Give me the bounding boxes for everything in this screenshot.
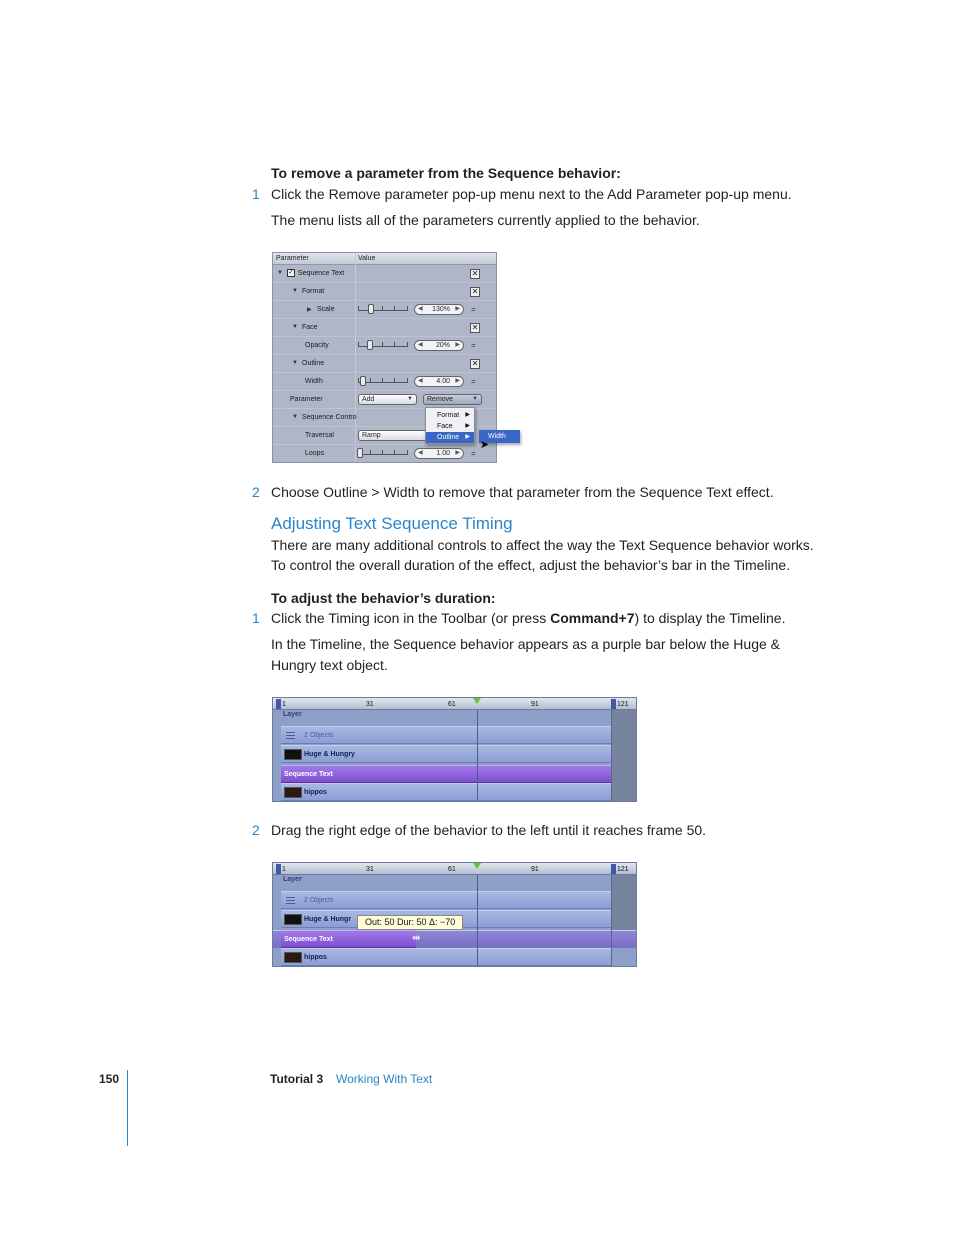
track-text-object[interactable] (281, 745, 611, 763)
remove-param-icon[interactable]: ✕ (471, 323, 479, 332)
slider-knob[interactable] (368, 304, 374, 314)
menu-item-face[interactable]: Face ▶ (437, 423, 470, 430)
layer-column-label: Layer (283, 711, 302, 718)
param-row-opacity (273, 337, 496, 355)
disclosure-closed-icon[interactable]: ▶ (307, 307, 312, 313)
out-marker[interactable] (611, 864, 616, 874)
section-title: Adjusting Text Sequence Timing (271, 514, 513, 533)
opacity-value-field[interactable]: ◀ 20% ▶ (414, 340, 464, 351)
ruler-tick-label: 61 (448, 701, 456, 708)
timeline-screenshot-drag (272, 862, 637, 967)
remove-param-icon[interactable]: ✕ (471, 287, 479, 296)
ruler-tick-label: 1 (282, 701, 286, 708)
column-header-parameter: Parameter (276, 255, 309, 262)
group-icon (286, 732, 295, 739)
keyboard-shortcut: Command+7 (550, 610, 635, 626)
slider-knob[interactable] (367, 340, 373, 350)
image-thumbnail-icon (284, 787, 302, 798)
param-label: Loops (305, 450, 325, 457)
animation-menu-icon[interactable]: = (471, 377, 476, 386)
param-row-outline (273, 355, 496, 373)
disclosure-open-icon[interactable]: ▼ (292, 288, 298, 294)
remove-parameter-menu (425, 407, 475, 444)
menu-item-outline[interactable]: Outline ▶ (426, 432, 474, 443)
inspector-screenshot (272, 252, 506, 463)
param-row-face (273, 319, 496, 337)
step-note: In the Timeline, the Sequence behavior appears as a purple bar below the Huge & (271, 636, 780, 652)
loops-value-field[interactable]: ◀ 1.00 ▶ (414, 448, 464, 459)
drag-tooltip: Out: 50 Dur: 50 Δ: −70 (357, 915, 463, 930)
animation-menu-icon[interactable]: = (471, 449, 476, 458)
track-label: 2 Objects (304, 897, 334, 904)
param-label: Format (302, 288, 325, 295)
step-text: Click the Remove parameter pop-up menu next to the Add Parameter pop-up menu. (271, 186, 792, 202)
param-row-width (273, 373, 496, 391)
param-label: Outline (302, 360, 325, 367)
end-line (611, 710, 612, 802)
procedure-heading: To remove a parameter from the Sequence behavior: (271, 165, 621, 181)
step-note: The menu lists all of the parameters currently applied to the behavior. (271, 212, 700, 228)
track-behavior-bar[interactable] (281, 765, 611, 783)
ruler-tick-label: 31 (366, 866, 374, 873)
step-number: 1 (252, 186, 260, 202)
animation-menu-icon[interactable]: = (471, 305, 476, 314)
step-text: Drag the right edge of the behavior to the left until it reaches frame 50. (271, 822, 707, 838)
submenu-item-width[interactable]: Width (479, 430, 520, 443)
track-label: Sequence Text (284, 936, 333, 943)
remove-param-icon[interactable]: ✕ (471, 359, 479, 368)
step-number: 1 (252, 610, 260, 626)
ruler-tick-label: 1 (282, 866, 286, 873)
inspector-header (273, 253, 496, 265)
intro-line: To control the overall duration of the effect, adjust the behavior’s bar in the Timeline. (271, 557, 791, 573)
track-group[interactable] (281, 891, 611, 909)
loops-slider[interactable] (358, 454, 408, 455)
track-image-layer[interactable] (281, 948, 611, 966)
mouse-pointer-icon: ➤ (480, 439, 490, 451)
text-thumbnail-icon (284, 914, 302, 925)
enable-checkbox[interactable]: ✓ (288, 269, 294, 276)
ruler-tick-label: 91 (531, 701, 539, 708)
disclosure-open-icon[interactable]: ▼ (277, 270, 283, 276)
intro-line: There are many additional controls to affect the way the Text Sequence behavior works. (271, 537, 814, 553)
ruler-tick-label: 121 (617, 866, 629, 873)
footer-divider (127, 1070, 128, 1146)
track-image-layer[interactable] (281, 783, 611, 801)
in-marker[interactable] (276, 699, 281, 709)
timeline-ruler (273, 698, 637, 710)
slider-knob[interactable] (360, 376, 366, 386)
playhead-line (477, 875, 478, 967)
procedure-heading: To adjust the behavior’s duration: (271, 590, 496, 606)
column-header-value: Value (358, 255, 376, 262)
timeline-screenshot (272, 697, 637, 802)
param-label: Parameter (290, 396, 323, 403)
param-label: Sequence Contro (302, 414, 357, 421)
param-label: Width (305, 378, 323, 385)
out-marker[interactable] (611, 699, 616, 709)
disclosure-open-icon[interactable]: ▼ (292, 360, 298, 366)
track-label: Huge & Hungry (304, 751, 355, 758)
add-parameter-popup[interactable]: Add ▼ (358, 394, 417, 405)
track-label: Sequence Text (284, 771, 333, 778)
ruler-tick-label: 91 (531, 866, 539, 873)
layer-column-label: Layer (283, 876, 302, 883)
step-note: Hungry text object. (271, 657, 388, 673)
opacity-slider[interactable] (358, 346, 408, 347)
timeline-end-region (611, 710, 637, 802)
in-marker[interactable] (276, 864, 281, 874)
width-value-field[interactable]: ◀ 4.00 ▶ (414, 376, 464, 387)
step-text: Click the Timing icon in the Toolbar (or press Command+7) to display the Timeline. (271, 610, 786, 626)
step-text: Choose Outline > Width to remove that parameter from the Sequence Text effect. (271, 484, 774, 500)
track-label: hippos (304, 954, 327, 961)
disclosure-open-icon[interactable]: ▼ (292, 324, 298, 330)
remove-param-icon[interactable]: ✕ (471, 269, 479, 278)
timeline-ruler (273, 863, 637, 875)
param-row-sequence-text (273, 265, 496, 283)
playhead-icon[interactable] (473, 863, 481, 869)
footer-chapter-title[interactable]: Working With Text (336, 1072, 433, 1086)
animation-menu-icon[interactable]: = (471, 341, 476, 350)
group-icon (286, 897, 295, 904)
end-line (611, 875, 612, 967)
playhead-icon[interactable] (473, 698, 481, 704)
track-group[interactable] (281, 726, 611, 744)
scale-slider[interactable] (358, 310, 408, 311)
param-label: Traversal (305, 432, 334, 439)
image-thumbnail-icon (284, 952, 302, 963)
param-row-format (273, 283, 496, 301)
param-label: Opacity (305, 342, 329, 349)
track-behavior-bar[interactable] (281, 930, 416, 948)
param-label: Scale (317, 306, 335, 313)
track-label: 2 Objects (304, 732, 334, 739)
param-label: Face (302, 324, 318, 331)
ruler-tick-label: 61 (448, 866, 456, 873)
menu-item-format[interactable]: Format ▶ (437, 412, 470, 419)
track-label: hippos (304, 789, 327, 796)
ruler-tick-label: 31 (366, 701, 374, 708)
step-number: 2 (252, 484, 260, 500)
page-number: 150 (99, 1072, 120, 1086)
param-label: Sequence Text (298, 270, 345, 277)
trim-cursor-icon: ⇹ (412, 933, 421, 944)
text-thumbnail-icon (284, 749, 302, 760)
footer-chapter: Tutorial 3 (270, 1072, 324, 1086)
param-row-scale (273, 301, 496, 319)
disclosure-open-icon[interactable]: ▼ (292, 414, 298, 420)
track-label: Huge & Hungr (304, 916, 352, 923)
ruler-tick-label: 121 (617, 701, 629, 708)
remove-parameter-popup[interactable]: Remove ▼ (423, 394, 482, 405)
timeline-end-region (611, 875, 637, 930)
scale-value-field[interactable]: ◀ 130% ▶ (414, 304, 464, 315)
traversal-popup[interactable]: Ramp (358, 430, 428, 441)
playhead-line (477, 710, 478, 802)
step-number: 2 (252, 822, 260, 838)
param-row-loops (273, 445, 496, 463)
slider-knob[interactable] (357, 448, 363, 458)
